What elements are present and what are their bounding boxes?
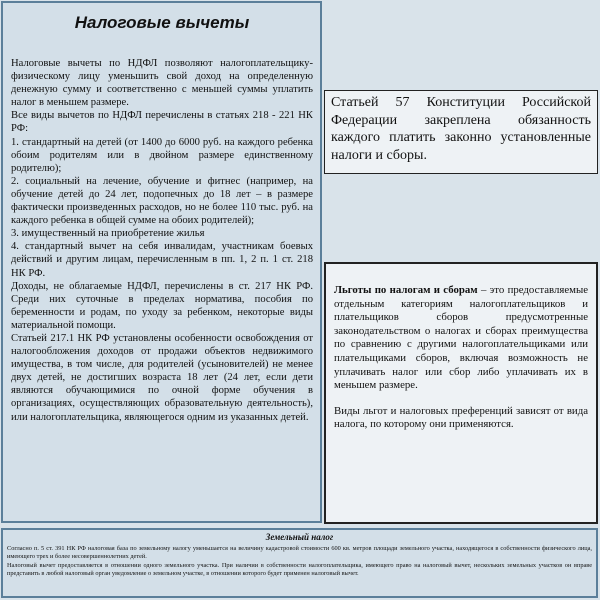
benefits-panel	[324, 262, 598, 524]
paragraph: Все виды вычетов по НДФЛ перечислены в статьях 218 - 221 НК РФ:	[11, 110, 313, 135]
paragraph: 2. социальный на лечение, обучение и фитнес (например, на обучение детей до 24 лет, подопечных до 18 лет – в размере фактически произведенных расходов, но не более 110 тыс. руб. на каждого ребенка в общей сумме на обоих родителей);	[11, 175, 313, 227]
benefits-definition	[334, 284, 588, 393]
benefits-term: Льготы по налогам и сборам	[334, 284, 478, 296]
benefits-definition-text: – это предоставляемые отдельным категориям налогоплательщиков и плательщиков сборов предусмотренные законодательством о налогах и сборах преимущества по сравнению с другими налогоплательщиками или плательщиками сборов, включая возможность не уплачивать налог или сбор либо уплачивать их в меньшем размере.	[334, 284, 588, 392]
paragraph: Доходы, не облагаемые НДФЛ, перечислены в ст. 217 НК РФ. Среди них суточные в пределах норматива, пособия по беременности и родам, по уходу за ребенком, некоторые виды материальной помощи.	[11, 280, 313, 331]
paragraph: 3. имущественный на приобретение жилья	[11, 228, 205, 240]
constitution-text: Статьей 57 Конституции Российской Федерации закреплена обязанность каждого платить законно установленные налоги и сборы.	[331, 95, 591, 163]
paragraph: Согласно п. 5 ст. 391 НК РФ налоговая база по земельному налогу уменьшается на величину кадастровой стоимости 600 кв. метров площади земельного участка, находящегося в собственности физического лица, имеющего трех и более несовершеннолетних детей.	[7, 545, 592, 561]
paragraph: 4. стандартный вычет на себя инвалидам, участникам боевых действий и другим лицам, перечисленным в пп. 1, 2 п. 1 ст. 218 НК РФ.	[11, 241, 313, 279]
paragraph: 1. стандартный на детей (от 1400 до 6000 руб. на каждого ребенка обоим родителям или в двойном размере единственному родителю);	[11, 136, 313, 174]
land-tax-panel	[1, 528, 598, 598]
left-panel-title: Налоговые вычеты	[74, 13, 250, 32]
paragraph: Налоговые вычеты по НДФЛ позволяют налогоплательщику-физическому лицу уменьшить свой доход на определенную денежную сумму и соответственно с меньшей суммы уплатить налог в меньшем размере.	[11, 58, 313, 109]
land-tax-title: Земельный налог	[265, 532, 334, 542]
left-panel-body	[11, 57, 313, 424]
constitution-note	[324, 90, 598, 174]
left-panel	[1, 1, 322, 523]
benefits-note: Виды льгот и налоговых преференций зависят от вида налога, по которому они применяются.	[334, 404, 588, 431]
paragraph: Статьей 217.1 НК РФ установлены особенности освобождения от налогообложения доходов от продажи объектов недвижимого имущества, в том числе, для родителей (усыновителей) не менее двух детей, не достигших возраста 18 лет (24 лет, если дети являются обучающимися по очной форме обучения в организациях, осуществляющих образовательную деятельность), или налогоплательщика, являющегося одним из указанных детей.	[11, 332, 313, 423]
paragraph: Налоговый вычет предоставляется в отношении одного земельного участка. При наличии в собственности налогоплательщика, имеющего право на налоговый вычет, нескольких земельных участков он вправе представить в любой налоговый орган уведомление о земельном участке, в отношении которого будет применен налоговый вычет.	[7, 561, 592, 577]
